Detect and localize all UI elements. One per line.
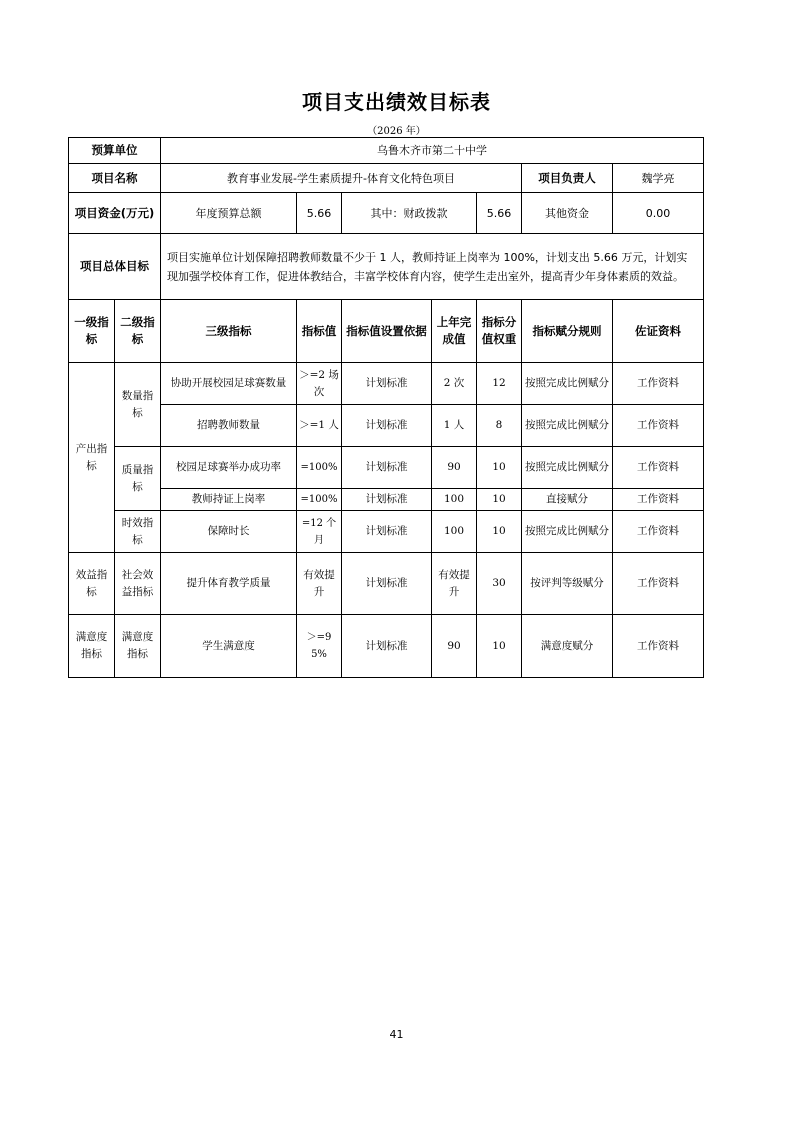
group-social: 社会效益指标 [115,553,161,615]
row-basis: 计划标准 [342,489,432,511]
row-evidence: 工作资料 [613,363,704,405]
row-level3: 协助开展校园足球赛数量 [161,363,297,405]
row-basis: 计划标准 [342,553,432,615]
header-basis: 指标值设置依据 [342,300,432,363]
row-weight: 8 [477,405,522,447]
row-last-year: 有效提升 [432,553,477,615]
goal-label: 项目总体目标 [69,234,161,300]
other-funds-value: 0.00 [613,193,704,234]
row-basis: 计划标准 [342,363,432,405]
row-last-year: 100 [432,489,477,511]
table-row [69,447,704,489]
row-level3: 校园足球赛举办成功率 [161,447,297,489]
row-rule: 按照完成比例赋分 [522,405,613,447]
budget-unit-value: 乌鲁木齐市第二十中学 [161,138,704,164]
row-value: ＞=1 人 [297,405,342,447]
row-weight: 12 [477,363,522,405]
group-satisfaction: 满意度指标 [69,615,115,678]
manager-label: 项目负责人 [522,164,613,193]
header-level3: 三级指标 [161,300,297,363]
funds-label: 项目资金(万元) [69,193,161,234]
row-evidence: 工作资料 [613,405,704,447]
row-evidence: 工作资料 [613,511,704,553]
manager-value: 魏学亮 [613,164,704,193]
row-value: =100% [297,447,342,489]
row-basis: 计划标准 [342,615,432,678]
row-rule: 按照完成比例赋分 [522,511,613,553]
row-last-year: 90 [432,615,477,678]
budget-unit-label: 预算单位 [69,138,161,164]
header-last-year: 上年完成值 [432,300,477,363]
project-name-row [69,164,704,193]
other-funds-label: 其他资金 [522,193,613,234]
row-evidence: 工作资料 [613,615,704,678]
row-value: =100% [297,489,342,511]
row-value: ＞=2 场次 [297,363,342,405]
performance-table [68,137,704,678]
row-last-year: 2 次 [432,363,477,405]
row-basis: 计划标准 [342,447,432,489]
annual-total-value: 5.66 [297,193,342,234]
page-title: 项目支出绩效目标表 [302,90,491,114]
group-output: 产出指标 [69,363,115,553]
row-value: =12 个月 [297,511,342,553]
header-level1: 一级指标 [69,300,115,363]
project-name-value: 教育事业发展-学生素质提升-体育文化特色项目 [161,164,522,193]
fiscal-value: 5.66 [477,193,522,234]
table-row [69,511,704,553]
row-evidence: 工作资料 [613,553,704,615]
project-name-label: 项目名称 [69,164,161,193]
row-level3: 保障时长 [161,511,297,553]
row-value: ＞=95% [297,615,342,678]
group-quality: 质量指标 [115,447,161,511]
row-evidence: 工作资料 [613,447,704,489]
row-basis: 计划标准 [342,511,432,553]
row-weight: 30 [477,553,522,615]
row-weight: 10 [477,489,522,511]
funds-row [69,193,704,234]
row-rule: 按照完成比例赋分 [522,447,613,489]
fiscal-label: 其中：财政拨款 [342,193,477,234]
table-row [69,615,704,678]
budget-unit-row [69,138,704,164]
table-row [69,553,704,615]
row-level3: 提升体育教学质量 [161,553,297,615]
annual-total-label: 年度预算总额 [161,193,297,234]
page-number: 41 [389,1028,404,1041]
group-satisfaction-sub: 满意度指标 [115,615,161,678]
row-rule: 满意度赋分 [522,615,613,678]
row-last-year: 90 [432,447,477,489]
row-last-year: 100 [432,511,477,553]
goal-text: 项目实施单位计划保障招聘教师数量不少于 1 人，教师持证上岗率为 100%，计划支出 5.66 万元，计划实现加强学校体育工作，促进体教结合，丰富学校体育内容，使学生走出室外，提高青少年身体素质的效益。 [161,234,704,300]
header-rule: 指标赋分规则 [522,300,613,363]
row-weight: 10 [477,615,522,678]
table-row [69,489,704,511]
row-weight: 10 [477,511,522,553]
row-level3: 学生满意度 [161,615,297,678]
header-evidence: 佐证资料 [613,300,704,363]
group-benefit: 效益指标 [69,553,115,615]
row-evidence: 工作资料 [613,489,704,511]
row-basis: 计划标准 [342,405,432,447]
row-weight: 10 [477,447,522,489]
header-level2: 二级指标 [115,300,161,363]
table-row [69,363,704,405]
header-row [69,300,704,363]
row-last-year: 1 人 [432,405,477,447]
row-rule: 直接赋分 [522,489,613,511]
table-row [69,405,704,447]
year-label: （2026 年） [367,126,426,137]
group-quantity: 数量指标 [115,363,161,447]
header-weight: 指标分值权重 [477,300,522,363]
group-timeliness: 时效指标 [115,511,161,553]
row-rule: 按评判等级赋分 [522,553,613,615]
row-value: 有效提升 [297,553,342,615]
goal-row [69,234,704,300]
row-level3: 教师持证上岗率 [161,489,297,511]
row-rule: 按照完成比例赋分 [522,363,613,405]
header-value: 指标值 [297,300,342,363]
row-level3: 招聘教师数量 [161,405,297,447]
